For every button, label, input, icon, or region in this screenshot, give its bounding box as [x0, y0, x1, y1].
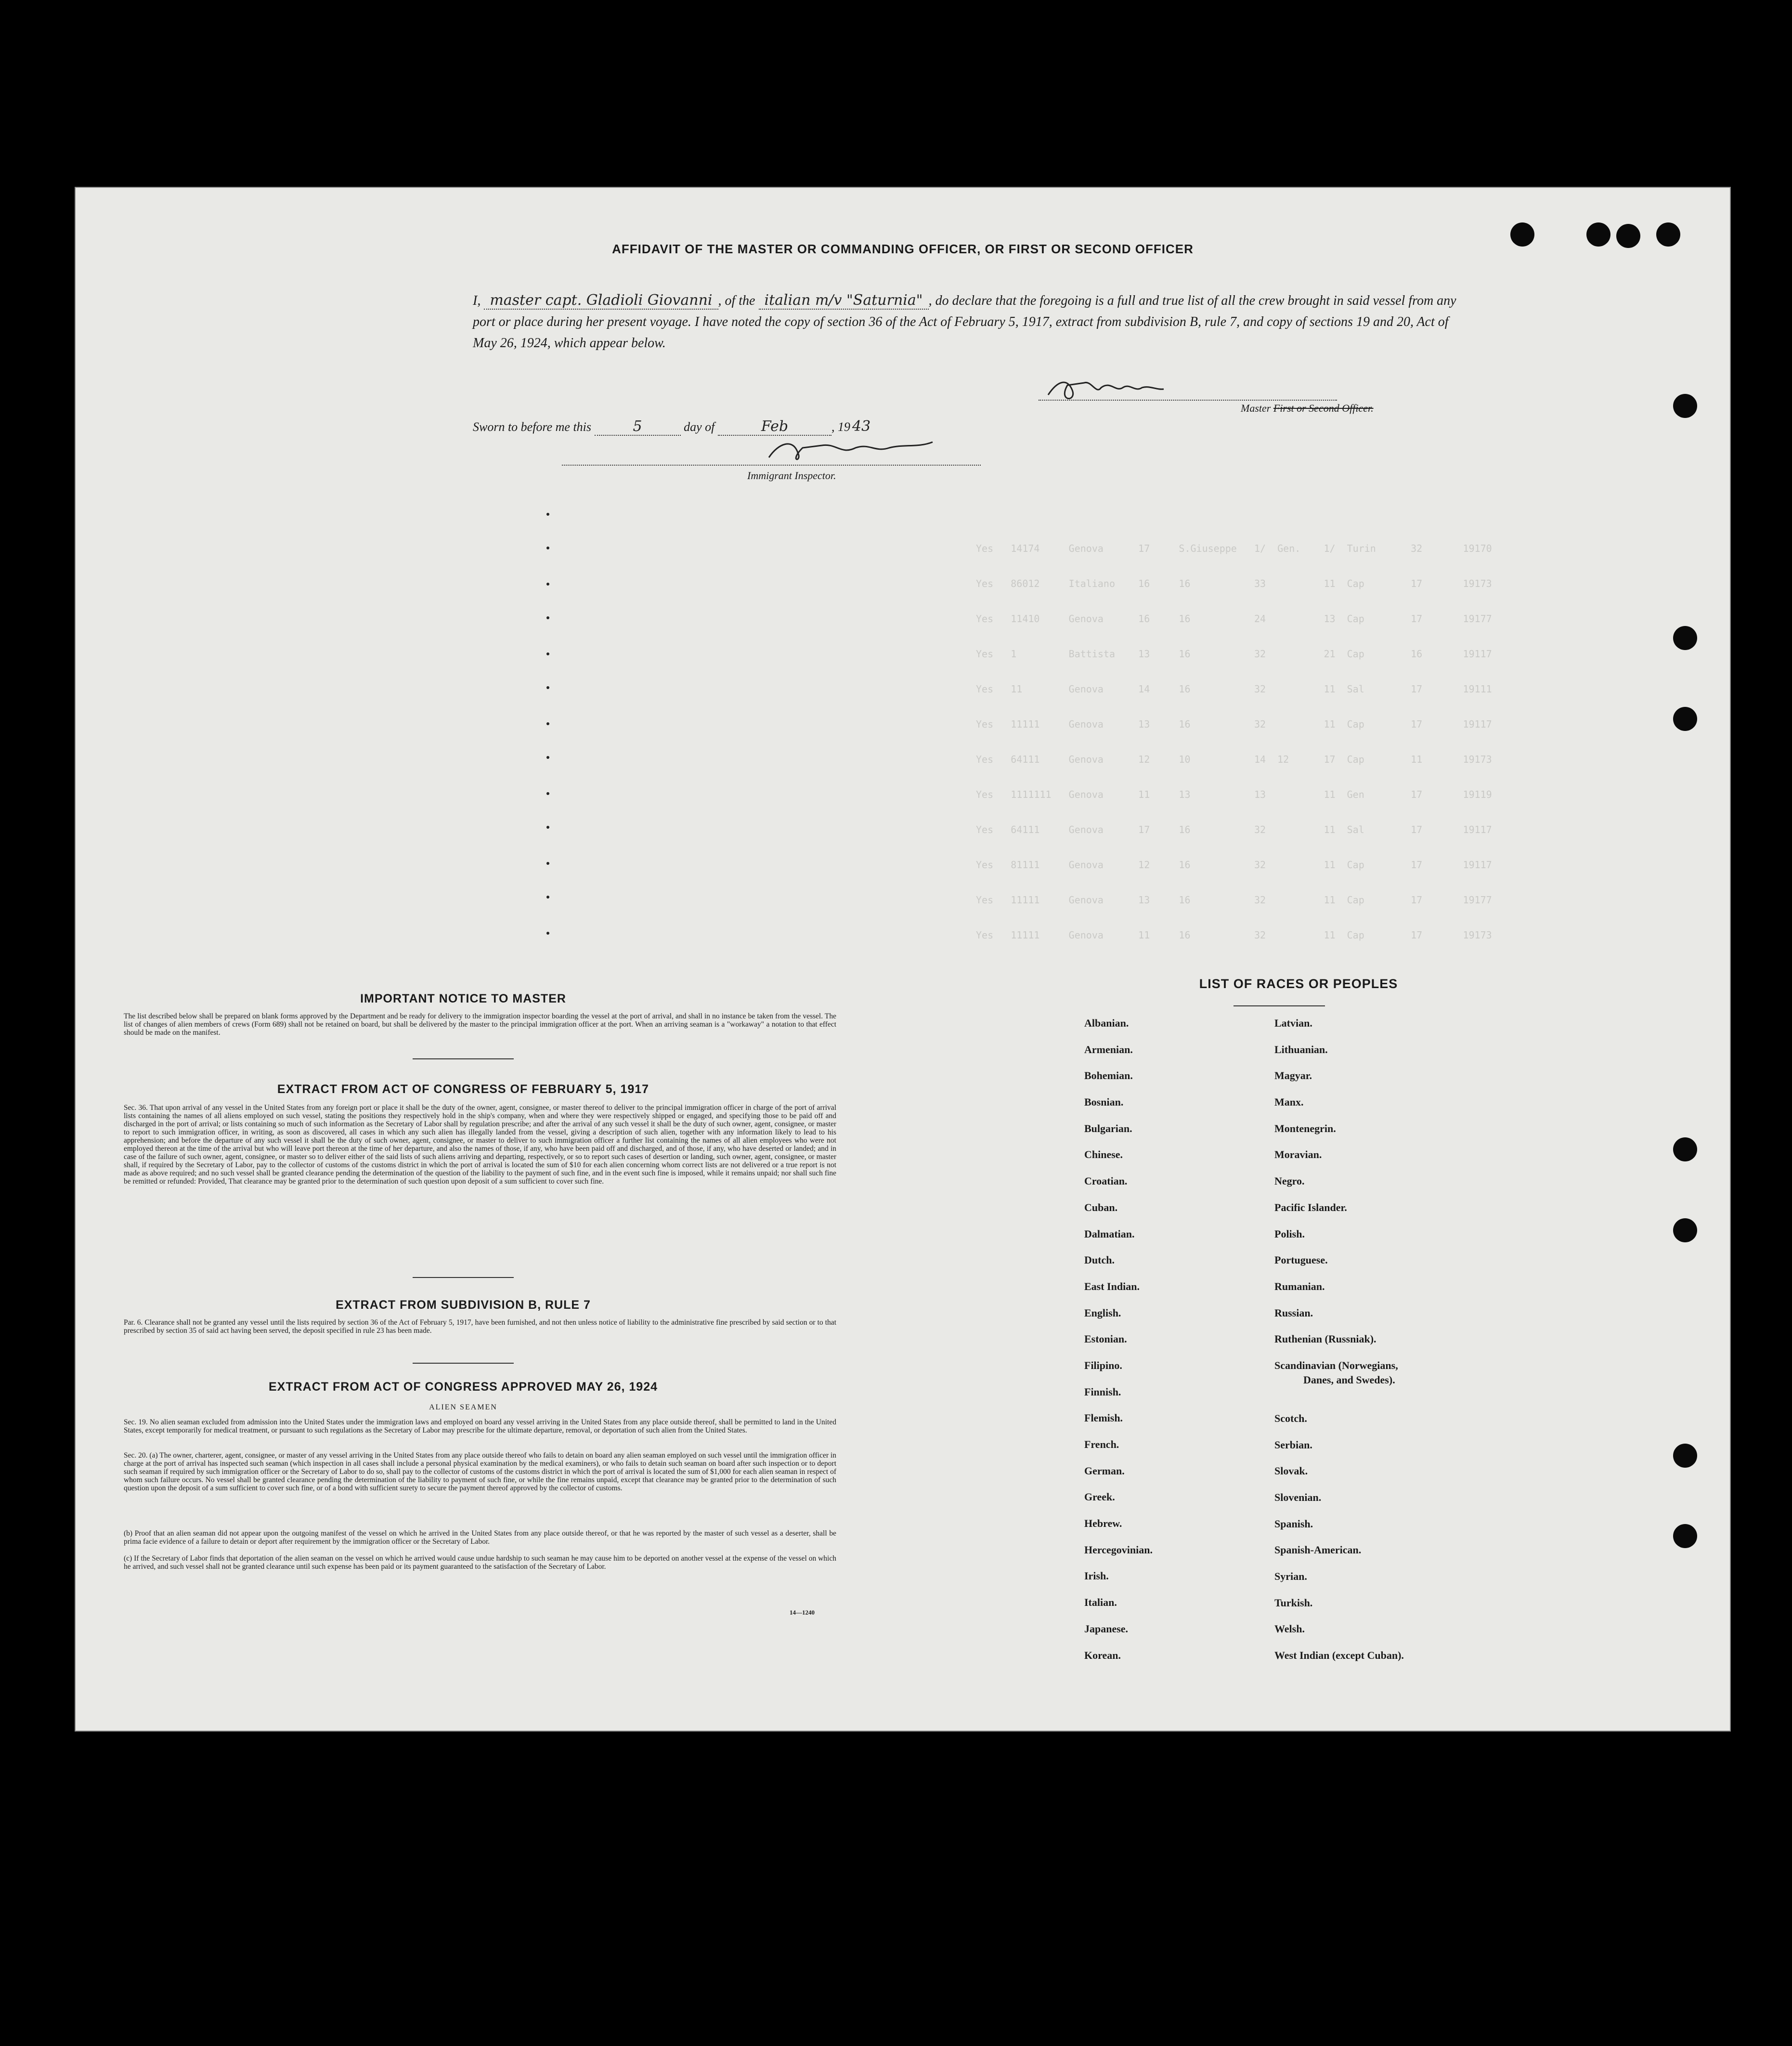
notice-text: The list described below shall be prepared on blank forms approved by the Department and be ready for delivery to the immigration inspector boarding the vessel at the port of arrival, and shall in no instance be taken from the vessel. The list of changes of alien members of crews (Form 689) shall not be retained on board, but shall be delivered by the master to the principal immigration officer at the port. When an arriving seaman is a "workaway" a notation to that effect should be made on the manifest. — [124, 1012, 836, 1037]
race-item: Slovenian. — [1274, 1491, 1322, 1503]
race-item: Russian. — [1274, 1306, 1313, 1319]
form-code: 14—1240 — [790, 1609, 815, 1616]
affidavit-declaration: I, master capt. Gladioli Giovanni , of the italian m/v "Saturnia" , do declare that the foregoing is a full and true list of all the crew brought in said vessel from any port or place during her present voyage. I have noted the copy of section 36 of the Act of February 5, 1917, extract from subdivision B, rule 7, and copy of sections 19 and 20, Act of May 26, 1924, which appear below. — [473, 292, 1456, 351]
race-item: Japanese. — [1084, 1622, 1129, 1635]
race-item: Bohemian. — [1084, 1069, 1133, 1082]
act-1924-subtitle: ALIEN SEAMEN — [429, 1403, 497, 1411]
race-item: Danes, and Swedes). — [1303, 1373, 1395, 1386]
race-item: Flemish. — [1084, 1412, 1123, 1424]
race-item: Ruthenian (Russniak). — [1274, 1333, 1376, 1345]
race-item: Polish. — [1274, 1227, 1305, 1240]
punch-hole — [1673, 626, 1697, 650]
race-item: Chinese. — [1084, 1148, 1123, 1161]
race-item: Finnish. — [1084, 1385, 1121, 1398]
race-item: Spanish-American. — [1274, 1544, 1362, 1556]
act-1924-sec19: Sec. 19. No alien seaman excluded from admission into the United States under the immigration laws and employed on board any vessel arriving in the United States from any place outside thereof, shall be permitted to land in the United States, except temporarily for medical treatment, or pursuant to such regulations as the Secretary of Labor may prescribe for the ultimate departure, removal, or deportation of such alien from the United States. — [124, 1418, 836, 1434]
race-item: Pacific Islander. — [1274, 1201, 1347, 1213]
punch-hole — [1673, 707, 1697, 731]
race-item: Manx. — [1274, 1096, 1304, 1108]
act-1924-sec20c: (c) If the Secretary of Labor finds that deportation of the alien seaman on the vessel on which he arrived would cause undue hardship to such seaman he may cause him to be deported on another vessel at the expense of the vessel on which he arrived, and such vessel shall not be granted clearance until such expense has been paid or its payment guaranteed to the satisfaction of the Secretary of Labor. — [124, 1554, 836, 1571]
inspector-caption: Immigrant Inspector. — [747, 469, 836, 482]
punch-hole — [1673, 1218, 1697, 1242]
race-item: Serbian. — [1274, 1438, 1312, 1451]
race-item: East Indian. — [1084, 1280, 1140, 1292]
race-item: Hercegovinian. — [1084, 1543, 1153, 1556]
declaration-text: that the foregoing is a full and true list of all the crew brought in said vessel from any port or place during her present voyage. I have noted the copy of section 36 of the Act of February 5, 1917, extract from subdivision B, rule 7, and copy of sections 19 and 20, Act of May 26, 1924, which appear below. — [473, 293, 1456, 351]
race-item: Lithuanian. — [1274, 1043, 1328, 1056]
sworn-day: 5 — [595, 418, 681, 436]
act-1924-sec20a: Sec. 20. (a) The owner, charterer, agent, consignee, or master of any vessel arriving in the United States from any place outside thereof who fails to detain on board any alien seaman employed on such vessel until the immigration officer in charge at the port of arrival has inspected such seaman (which inspection in all cases shall include a personal physical examination by the medical examiners), or who fails to detain such seaman on board after such inspection or to deport such seaman if required by such immigration officer or the Secretary of Labor to do so, shall pay to the collector of customs of the customs district in which the port of arrival is located the sum of $1,000 for each alien seaman in respect of whom such failure occurs. No vessel shall be granted clearance pending the determination of the liability to payment of such fine, or while the fine remains unpaid, except that clearance may be granted prior to the determination of such question upon the deposit of a sum sufficient to cover such fine, or of a bond with sufficient surety to secure the payment thereof approved by the collector of customs. — [124, 1451, 836, 1492]
race-item: Cuban. — [1084, 1201, 1118, 1213]
punch-hole — [1673, 1444, 1697, 1468]
race-item: Rumanian. — [1274, 1280, 1325, 1292]
sworn-year: 43 — [852, 418, 871, 435]
notice-title: IMPORTANT NOTICE TO MASTER — [360, 992, 566, 1005]
races-title: LIST OF RACES OR PEOPLES — [1199, 977, 1398, 991]
race-item: Estonian. — [1084, 1333, 1127, 1345]
race-item: Bosnian. — [1084, 1096, 1124, 1108]
race-item: Magyar. — [1274, 1069, 1312, 1082]
race-item: French. — [1084, 1438, 1119, 1450]
divider — [413, 1058, 514, 1059]
punch-hole — [1673, 394, 1697, 418]
vessel-name: italian m/v "Saturnia" — [759, 292, 929, 310]
punch-hole — [1673, 1137, 1697, 1161]
race-item: Slovak. — [1274, 1465, 1308, 1477]
race-item: Latvian. — [1274, 1017, 1312, 1029]
race-item: Irish. — [1084, 1570, 1109, 1582]
race-item: Italian. — [1084, 1596, 1117, 1609]
declarant-name: master capt. Gladioli Giovanni — [484, 292, 718, 310]
punch-hole — [1673, 1524, 1697, 1548]
race-item: Montenegrin. — [1274, 1122, 1336, 1134]
races-left-column — [1084, 1017, 1153, 1675]
inspector-signature — [759, 433, 942, 467]
affidavit-title: AFFIDAVIT OF THE MASTER OR COMMANDING OFFICER, OR FIRST OR SECOND OFFICER — [612, 242, 1194, 256]
race-item: German. — [1084, 1464, 1125, 1477]
inspector-signature-line — [562, 465, 981, 466]
rule-7-text: Par. 6. Clearance shall not be granted any vessel until the lists required by section 36 of the Act of February 5, 1917, have been furnished, and not then unless notice of liability to the administrative fine prescribed by said section or to that prescribed by section 35 of said act having been served, the deposit specified in rule 23 has been made. — [124, 1318, 836, 1335]
race-item: Hebrew. — [1084, 1517, 1122, 1530]
race-item: Scotch. — [1274, 1412, 1307, 1424]
act-1924-title: EXTRACT FROM ACT OF CONGRESS APPROVED MAY 26, 1924 — [268, 1380, 658, 1394]
race-item: Croatian. — [1084, 1175, 1128, 1187]
divider — [1234, 1005, 1325, 1006]
race-item: Syrian. — [1274, 1570, 1307, 1583]
sworn-month: Feb — [718, 418, 831, 436]
race-item: Albanian. — [1084, 1017, 1129, 1029]
race-item: Scandinavian (Norwegians, — [1274, 1359, 1398, 1371]
race-item: Bulgarian. — [1084, 1122, 1132, 1134]
bleed-through-rows: Yes 14174 Genova 17 S.Giuseppe 1/ Gen. 1/ Turin 32 19170 Yes 86012 Italiano 16 16 33 11 Cap 17 19173 Yes 11410 Genova 16 16 24 13 Cap 17 19177 Yes 1 Battista 13 16 32 21 Cap 16 19117 Yes 11 Genova 14 16 32 11 Sal 17 19111 Yes 11111 Genova 13 16 32 11 Cap 17 19117 Yes 64111 Genova 12 10 14 12 17 Cap 11 19173 Yes 1111111 Genova 11 13 13 11 Gen 17 19119 Yes 64111 Genova 17 16 32 11 Sal 17 19117 Yes 81111 Genova 12 16 32 11 Cap 17 19117 Yes 11111 Genova 13 16 32 11 Cap 17 19177 Yes 11111 Genova 11 16 32 11 Cap 17 19173 — [976, 543, 1492, 941]
master-signature-line — [1039, 400, 1337, 401]
act-1917-text: Sec. 36. That upon arrival of any vessel in the United States from any foreign port or place it shall be the duty of the owner, agent, consignee, or master thereof to deliver to the principal immigration officer in charge of the port of arrival lists containing the names of all aliens employed on such vessel, stating the positions they respectively hold in the ship's company, when and where they were respectively shipped or engaged, and specifying those to be paid off and discharged in the port of arrival; or lists containing so much of such information as the Secretary of Labor shall by regulation prescribe; and after the arrival of any such vessel it shall be the duty of such owner, agent, consignee, or master to report to such immigration officer, in writing, as soon as discovered, all cases in which any such alien has illegally landed from the vessel, giving a description of such alien, together with any information likely to lead to his apprehension; and before the departure of any such vessel it shall be the duty of such owner, agent, consignee, or master to deliver to such immigration officer a further list containing the names of all alien employees who were not employed thereon at the time of the arrival but who will leave port thereon at the time of her departure, and also the names of those, if any, who have been paid off and discharged, and of those, if any, who have deserted or landed; and in case of the failure of such owner, agent, consignee, or master so to deliver either of the said lists of such aliens arriving and departing, respectively, or so to report such cases of desertion or landing, such owner, agent, consignee, or master shall, if required by the Secretary of Labor, pay to the collector of customs of the customs district in which the port of arrival is located the sum of $10 for each alien concerning whom correct lists are not delivered or a true report is not made as above required; and no such vessel shall be granted clearance pending the determination of the question of the liability to the payment of such fine, and in the event such fine is imposed, while it remains unpaid; nor shall such fine be remitted or refunded: Provided, That clearance may be granted prior to the determination of such question upon deposit of a sum sufficient to cover such fine. — [124, 1104, 836, 1186]
races-right-column — [1274, 1017, 1404, 1676]
race-item: Dutch. — [1084, 1254, 1115, 1266]
race-item: Dalmatian. — [1084, 1227, 1135, 1240]
race-item: Moravian. — [1274, 1148, 1322, 1161]
race-item: Korean. — [1084, 1649, 1121, 1661]
act-1924-sec20b: (b) Proof that an alien seaman did not appear upon the outgoing manifest of the vessel on which he arrived in the United States from any place outside thereof, or that he was reported by the master of such vessel as a deserter, shall be prima facie evidence of a failure to detain or deport after requirement by the immigration officer or the Secretary of Labor. — [124, 1529, 836, 1546]
race-item: English. — [1084, 1306, 1121, 1319]
race-item: West Indian (except Cuban). — [1274, 1649, 1404, 1662]
divider — [413, 1363, 514, 1364]
act-1917-title: EXTRACT FROM ACT OF CONGRESS OF FEBRUARY 5, 1917 — [277, 1082, 649, 1096]
race-item: Negro. — [1274, 1175, 1305, 1187]
race-item: Welsh. — [1274, 1623, 1305, 1635]
rule-7-title: EXTRACT FROM SUBDIVISION B, RULE 7 — [336, 1298, 591, 1312]
race-item: Armenian. — [1084, 1043, 1133, 1056]
sworn-line: Sworn to before me this 5 day of Feb , 19 43 — [473, 418, 872, 435]
officer-caption: Master First or Second Officer. — [1241, 402, 1374, 414]
race-item: Turkish. — [1274, 1596, 1313, 1609]
race-item: Filipino. — [1084, 1359, 1122, 1371]
divider — [413, 1277, 514, 1278]
race-item: Portuguese. — [1274, 1254, 1328, 1266]
race-item: Greek. — [1084, 1491, 1115, 1503]
document-page — [75, 187, 1731, 1732]
race-item: Spanish. — [1274, 1517, 1313, 1530]
